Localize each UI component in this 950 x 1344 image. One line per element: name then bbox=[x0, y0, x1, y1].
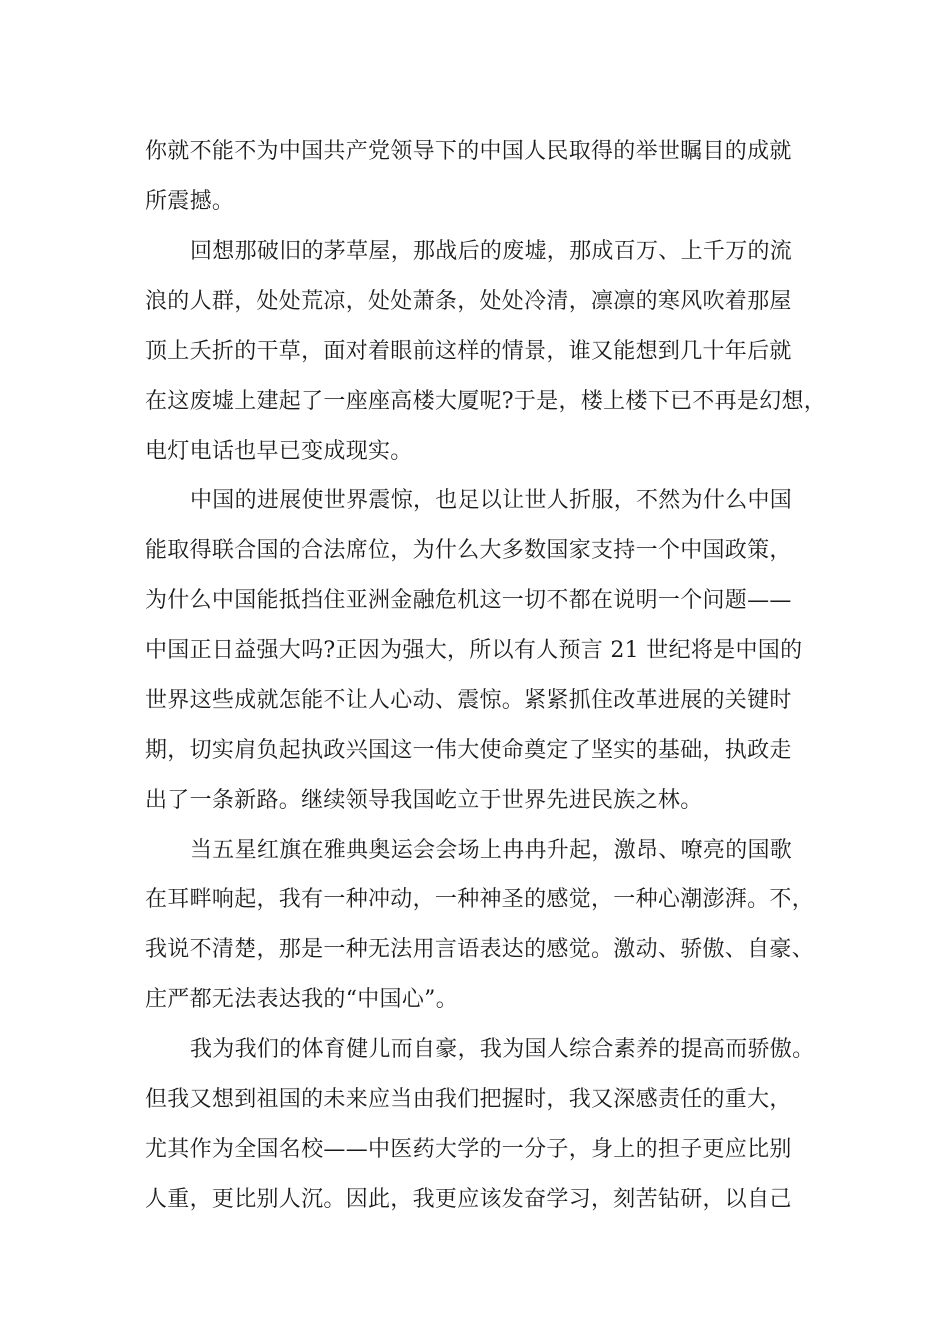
text-line: 期，切实肩负起执政兴国这一伟大使命奠定了坚实的基础，执政走 bbox=[145, 738, 792, 763]
text-line: 出了一条新路。继续领导我国屹立于世界先进民族之林。 bbox=[145, 788, 703, 813]
text-line: 能取得联合国的合法席位，为什么大多数国家支持一个中国政策， bbox=[145, 538, 792, 563]
text-line: 顶上夭折的干草，面对着眼前这样的情景，谁又能想到几十年后就 bbox=[145, 339, 792, 364]
text-line: 在这废墟上建起了一座座高楼大厦呢?于是，楼上楼下已不再是幻想， bbox=[145, 389, 827, 414]
text-line: 庄严都无法表达我的“中国心”。 bbox=[145, 987, 458, 1012]
text-line: 但我又想到祖国的未来应当由我们把握时，我又深感责任的重大， bbox=[145, 1087, 792, 1112]
text-line: 为什么中国能抵挡住亚洲金融危机这一切不都在说明一个问题—— bbox=[145, 588, 792, 613]
text-line: 我说不清楚，那是一种无法用言语表达的感觉。激动、骄傲、自豪、 bbox=[145, 937, 815, 962]
text-line: 电灯电话也早已变成现实。 bbox=[145, 439, 413, 464]
text-line: 你就不能不为中国共产党领导下的中国人民取得的举世瞩目的成就 bbox=[145, 139, 792, 164]
text-line: 我为我们的体育健儿而自豪，我为国人综合素养的提高而骄傲。 bbox=[190, 1037, 815, 1062]
text-line: 中国的进展使世界震惊，也足以让世人折服，不然为什么中国 bbox=[190, 488, 793, 513]
text-line: 当五星红旗在雅典奥运会会场上冉冉升起，激昂、嘹亮的国歌 bbox=[190, 838, 793, 863]
text-line: 回想那破旧的茅草屋，那战后的废墟，那成百万、上千万的流 bbox=[190, 239, 793, 264]
text-line: 世界这些成就怎能不让人心动、震惊。紧紧抓住改革进展的关键时 bbox=[145, 688, 792, 713]
text-line: 在耳畔响起，我有一种冲动，一种神圣的感觉，一种心潮澎湃。不， bbox=[145, 887, 815, 912]
text-line: 人重，更比别人沉。因此，我更应该发奋学习，刻苦钻研，以自己 bbox=[145, 1187, 792, 1212]
text-line: 中国正日益强大吗?正因为强大，所以有人预言 21 世纪将是中国的 bbox=[145, 638, 803, 663]
text-line: 尤其作为全国名校——中医药大学的一分子，身上的担子更应比别 bbox=[145, 1137, 792, 1162]
text-line: 浪的人群，处处荒凉，处处萧条，处处冷清，凛凛的寒风吹着那屋 bbox=[145, 289, 792, 314]
text-line: 所震撼。 bbox=[145, 189, 235, 214]
